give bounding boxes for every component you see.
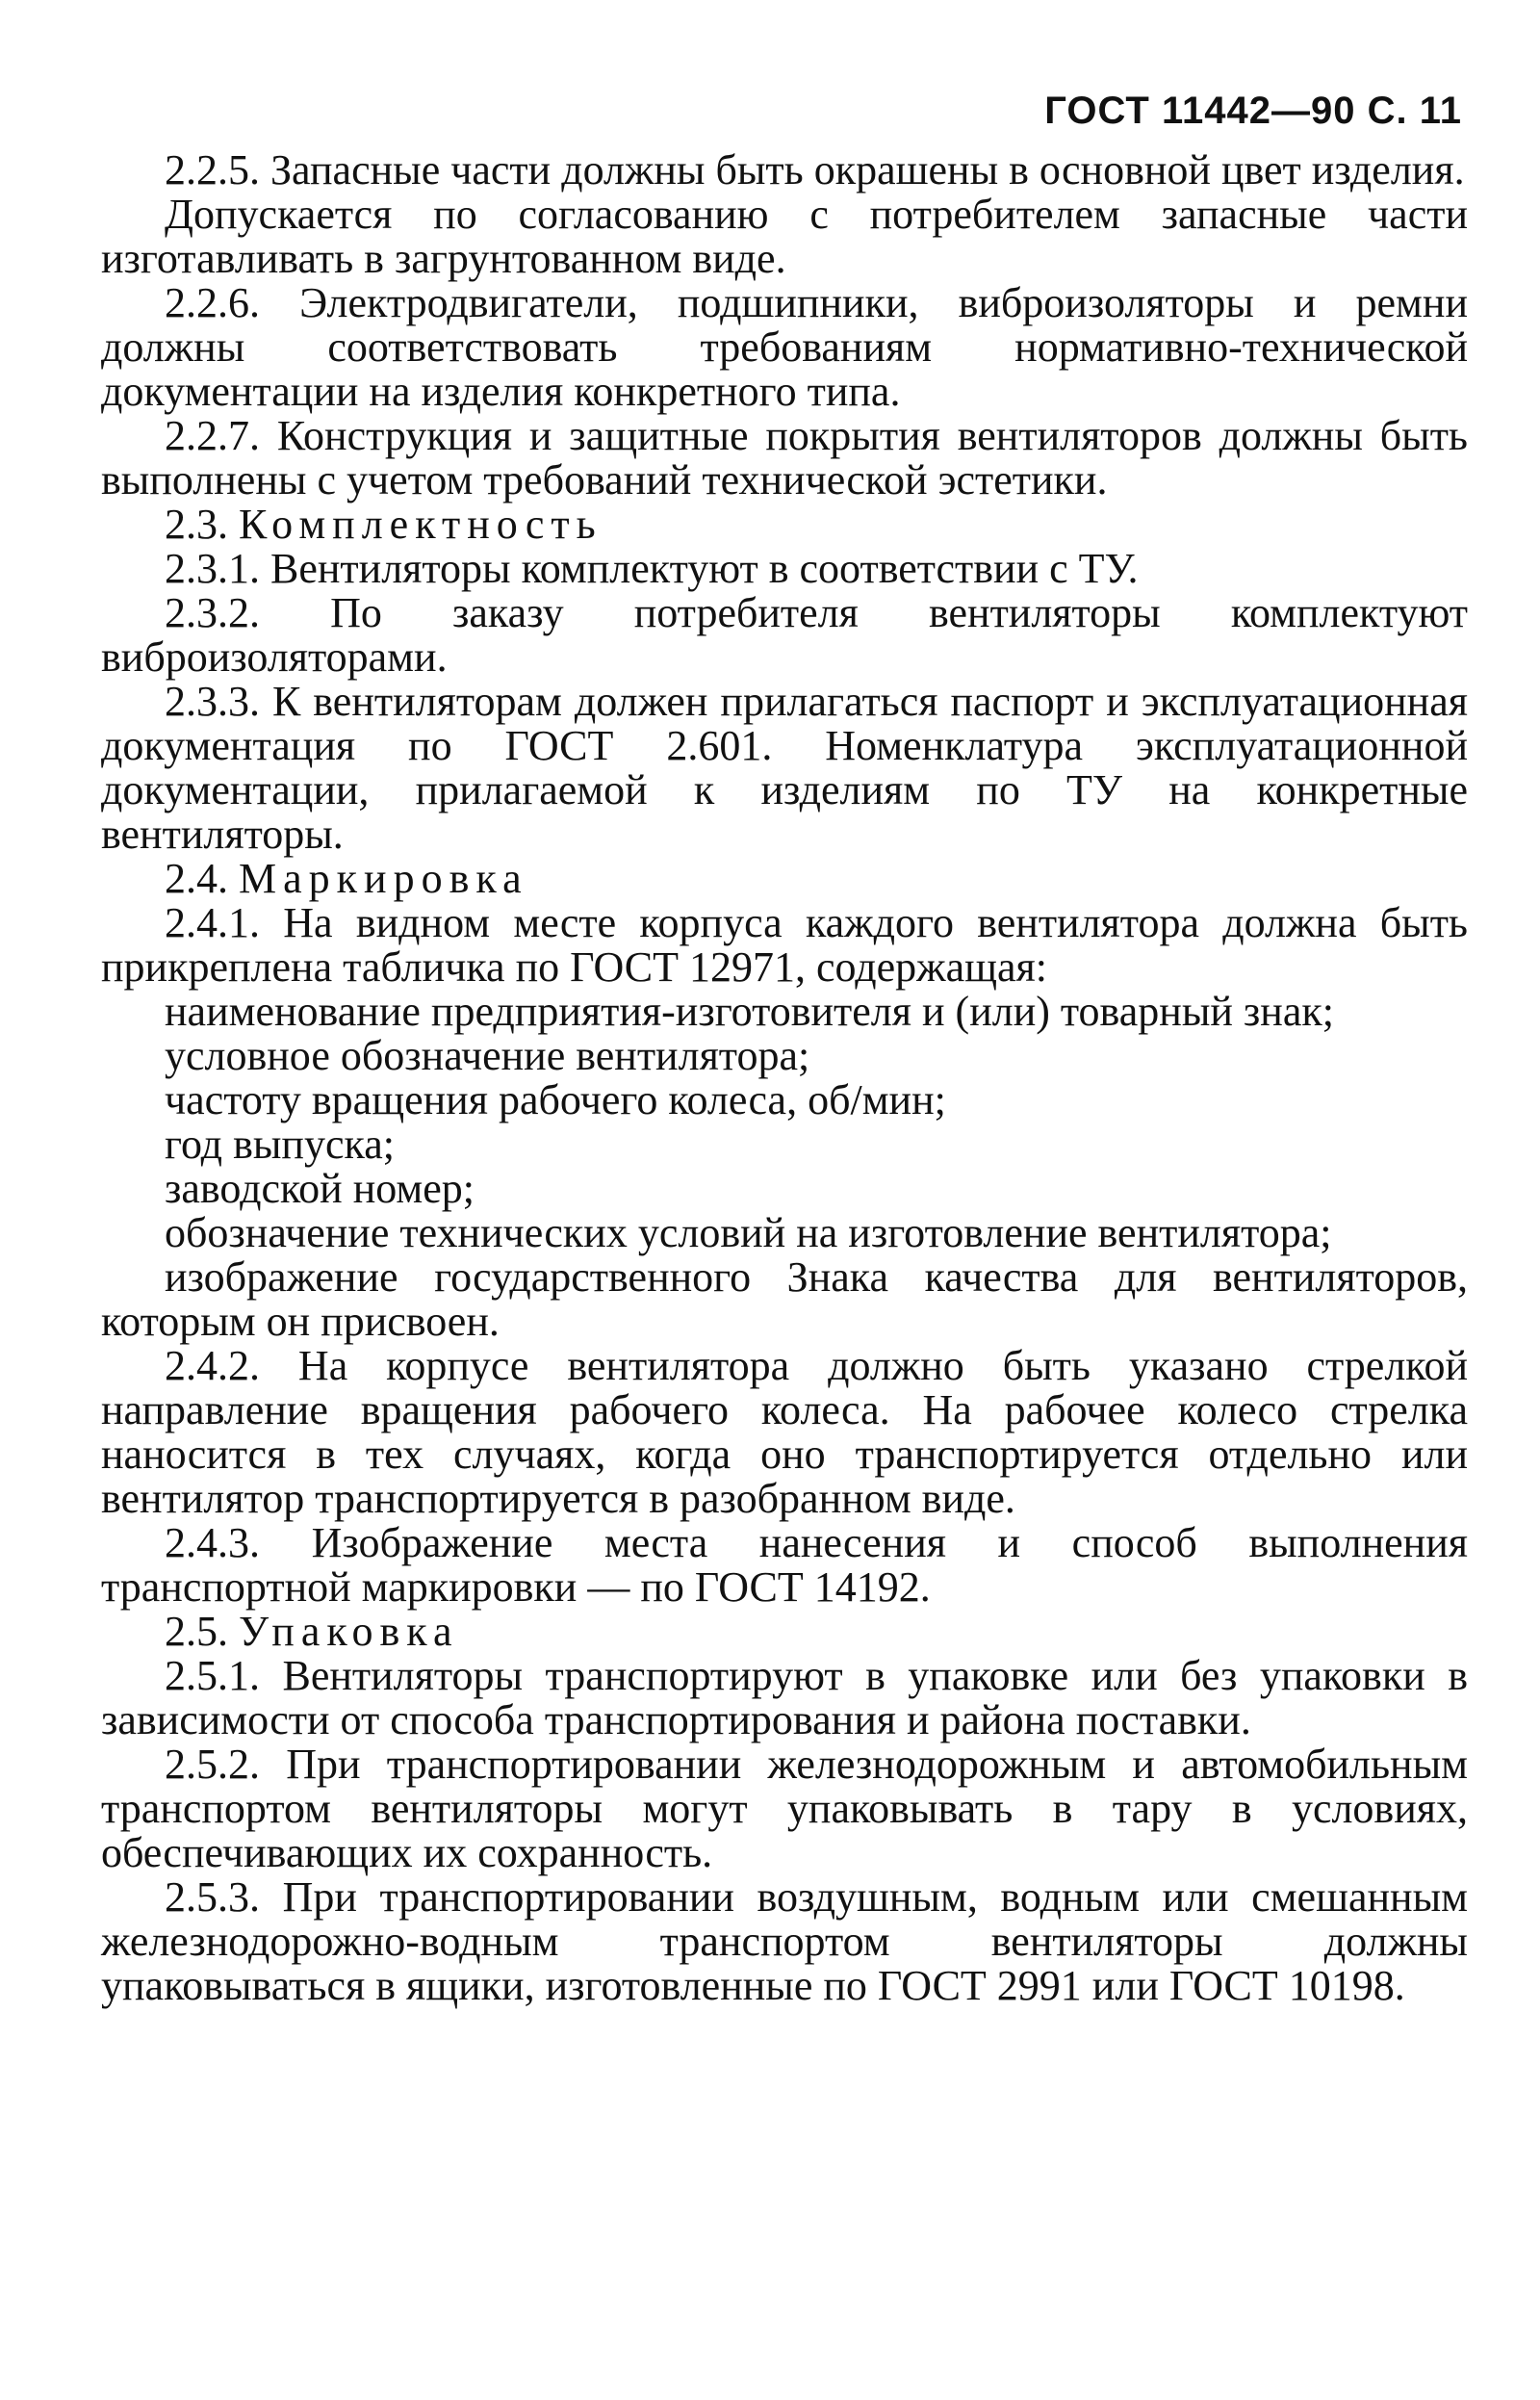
list-item: наименование предприятия-изготовителя и (или) товарный знак;: [165, 988, 1334, 1035]
list-item: изображение государственного Знака качества для вентиляторов, которым он присвоен.: [101, 1253, 1468, 1345]
section-number: 2.5.: [165, 1608, 228, 1655]
clause-2-2-7: 2.2.7. Конструкция и защитные покрытия вентиляторов должны быть выполнены с учетом требований технической эстетики.: [101, 412, 1468, 503]
section-number: 2.4.: [165, 855, 228, 902]
list-item: частоту вращения рабочего колеса, об/мин;: [165, 1076, 946, 1123]
section-title: Упаковка: [239, 1608, 459, 1655]
section-heading-2-5: [101, 1610, 1468, 1654]
clause-2-4-3: 2.4.3. Изображение места нанесения и способ выполнения транспортной маркировки — по ГОСТ 14192.: [101, 1519, 1468, 1611]
section-title: Маркировка: [239, 855, 528, 902]
document-page: [101, 89, 1468, 2008]
clause-2-5-3: 2.5.3. При транспортировании воздушным, водным или смешанным железнодорожно-водным транспортом вентиляторы должны упаковываться в ящики, изготовленные по ГОСТ 2991 или ГОСТ 10198.: [101, 1873, 1468, 2009]
clause-2-5-2: 2.5.2. При транспортировании железнодорожным и автомобильным транспортом вентиляторы могут упаковывать в тару в условиях, обеспечивающих их сохранность.: [101, 1741, 1468, 1876]
list-item: условное обозначение вентилятора;: [165, 1032, 810, 1079]
clause-2-2-5-note: Допускается по согласованию с потребителем запасные части изготавливать в загрунтованном виде.: [101, 191, 1468, 282]
clause-2-3-3: 2.3.3. К вентиляторам должен прилагаться паспорт и эксплуатационная документация по ГОСТ 2.601. Номенклатура эксплуатационной документации, прилагаемой к изделиям по ТУ на конкретные вентиляторы.: [101, 678, 1468, 858]
clause-2-4-2: 2.4.2. На корпусе вентилятора должно быть указано стрелкой направление вращения рабочего колеса. На рабочее колесо стрелка наносится в тех случаях, когда оно транспортируется отдельно или вентилятор транспортируется в разобранном виде.: [101, 1342, 1468, 1522]
clause-2-5-1: 2.5.1. Вентиляторы транспортируют в упаковке или без упаковки в зависимости от способа транспортирования и района поставки.: [101, 1652, 1468, 1743]
clause-2-3-2: 2.3.2. По заказу потребителя вентиляторы комплектуют виброизоляторами.: [101, 589, 1468, 681]
list-item: год выпуска;: [165, 1121, 395, 1168]
running-header: ГОСТ 11442—90 С. 11: [1044, 90, 1462, 132]
list-item: обозначение технических условий на изготовление вентилятора;: [165, 1209, 1332, 1256]
section-title: Комплектность: [239, 501, 603, 548]
section-heading-2-4: [101, 857, 1468, 901]
list-item: заводской номер;: [165, 1165, 475, 1212]
clause-2-4-1: 2.4.1. На видном месте корпуса каждого вентилятора должна быть прикреплена табличка по ГОСТ 12971, содержащая:: [101, 899, 1468, 991]
clause-2-3-1: 2.3.1. Вентиляторы комплектуют в соответствии с ТУ.: [165, 545, 1139, 592]
clause-2-2-5: 2.2.5. Запасные части должны быть окрашены в основной цвет изделия.: [165, 146, 1465, 194]
section-number: 2.3.: [165, 501, 228, 548]
clause-2-2-6: 2.2.6. Электродвигатели, подшипники, виброизоляторы и ремни должны соответствовать требованиям нормативно-технической документации на изделия конкретного типа.: [101, 279, 1468, 415]
section-heading-2-3: [101, 503, 1468, 547]
